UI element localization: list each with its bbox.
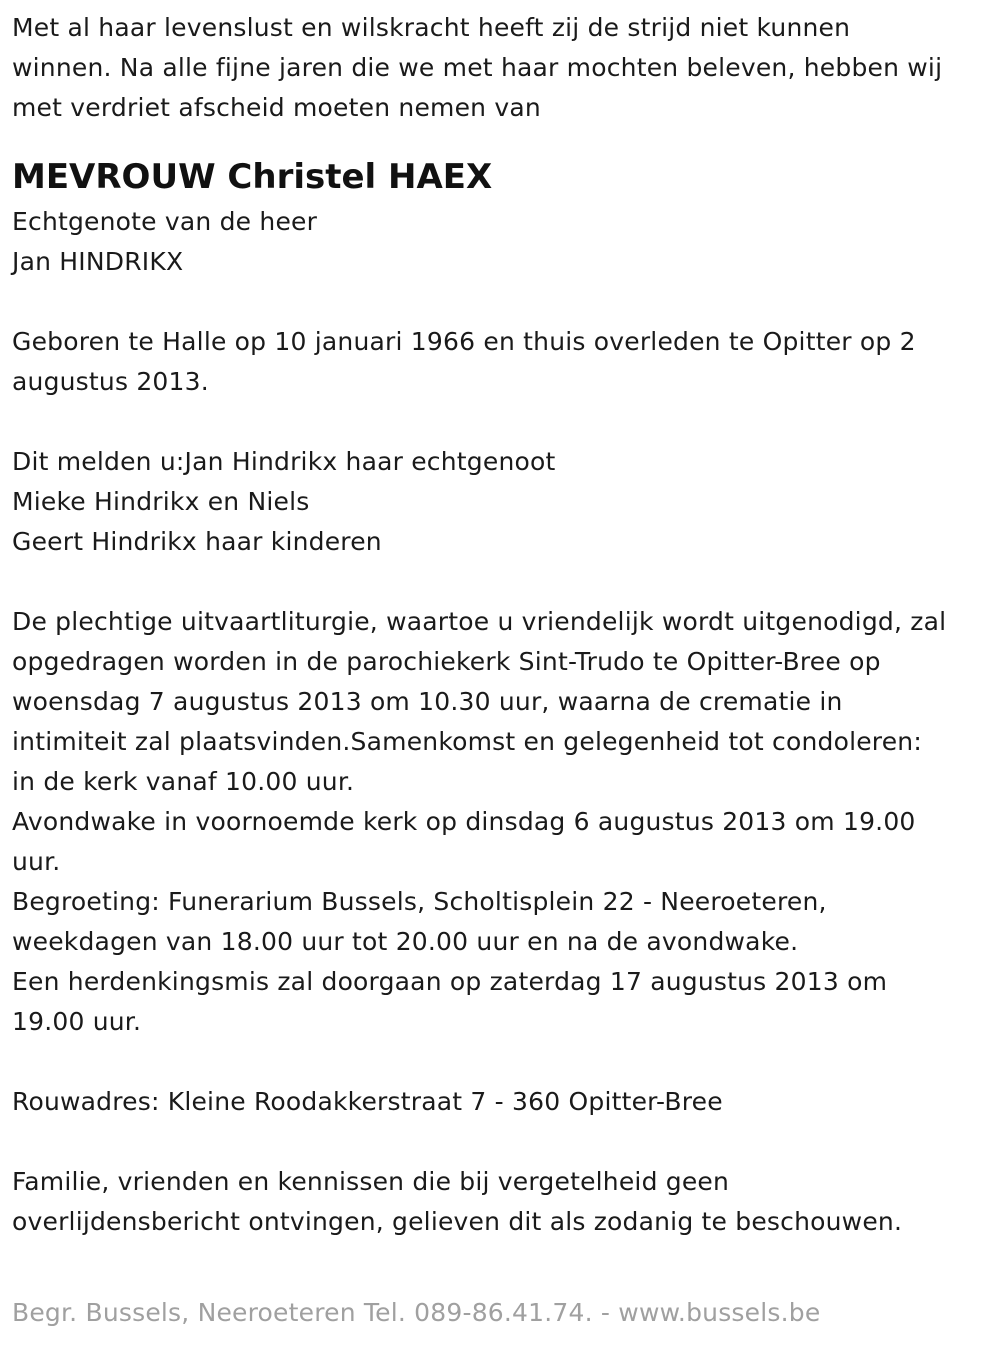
ceremony-line: Een herdenkingsmis zal doorgaan op zaterdag 17 augustus 2013 om bbox=[12, 967, 888, 996]
ceremony-line: De plechtige uitvaartliturgie, waartoe u vriendelijk wordt uitgenodigd, zal bbox=[12, 607, 947, 636]
family-line: Mieke Hindrikx en Niels bbox=[12, 487, 310, 516]
notice-line: overlijdensbericht ontvingen, gelieven dit als zodanig te beschouwen. bbox=[12, 1207, 903, 1236]
intro-line: winnen. Na alle fijne jaren die we met haar mochten beleven, hebben wij bbox=[12, 53, 943, 82]
family-line: Geert Hindrikx haar kinderen bbox=[12, 527, 382, 556]
ceremony-line: weekdagen van 18.00 uur tot 20.00 uur en na de avondwake. bbox=[12, 927, 799, 956]
spacer bbox=[12, 282, 988, 322]
deceased-name: MEVROUW Christel HAEX bbox=[12, 157, 493, 197]
ceremony-paragraph bbox=[12, 602, 988, 1042]
ceremony-line: intimiteit zal plaatsvinden.Samenkomst en gelegenheid tot condoleren: bbox=[12, 727, 922, 756]
ceremony-line: Avondwake in voornoemde kerk op dinsdag 6 augustus 2013 om 19.00 bbox=[12, 807, 916, 836]
spouse-name: Jan HINDRIKX bbox=[12, 247, 184, 276]
notice-line: Familie, vrienden en kennissen die bij vergetelheid geen bbox=[12, 1167, 730, 1196]
ceremony-line: Begroeting: Funerarium Bussels, Scholtisplein 22 - Neeroeteren, bbox=[12, 887, 827, 916]
birth-death-line: augustus 2013. bbox=[12, 367, 209, 396]
ceremony-line: opgedragen worden in de parochiekerk Sint-Trudo te Opitter-Bree op bbox=[12, 647, 881, 676]
ceremony-line: woensdag 7 augustus 2013 om 10.30 uur, waarna de crematie in bbox=[12, 687, 843, 716]
mourning-address: Rouwadres: Kleine Roodakkerstraat 7 - 360 Opitter-Bree bbox=[12, 1087, 723, 1116]
birth-death-paragraph bbox=[12, 322, 988, 402]
ceremony-line: 19.00 uur. bbox=[12, 1007, 142, 1036]
spouse-line: Echtgenote van de heer bbox=[12, 207, 318, 236]
spouse-block bbox=[12, 202, 988, 282]
intro-line: Met al haar levenslust en wilskracht heeft zij de strijd niet kunnen bbox=[12, 13, 851, 42]
ceremony-line: in de kerk vanaf 10.00 uur. bbox=[12, 767, 355, 796]
spacer bbox=[12, 1042, 988, 1082]
funeral-home-footer: Begr. Bussels, Neeroeteren Tel. 089-86.41.74. - www.bussels.be bbox=[12, 1298, 821, 1327]
family-line: Dit melden u:Jan Hindrikx haar echtgenoot bbox=[12, 447, 556, 476]
family-paragraph bbox=[12, 442, 988, 562]
spacer bbox=[12, 562, 988, 602]
spacer bbox=[12, 1122, 988, 1162]
ceremony-line: uur. bbox=[12, 847, 61, 876]
intro-line: met verdriet afscheid moeten nemen van bbox=[12, 93, 541, 122]
birth-death-line: Geboren te Halle op 10 januari 1966 en thuis overleden te Opitter op 2 bbox=[12, 327, 916, 356]
intro-paragraph bbox=[12, 8, 988, 128]
notice-paragraph bbox=[12, 1162, 988, 1242]
spacer bbox=[12, 402, 988, 442]
